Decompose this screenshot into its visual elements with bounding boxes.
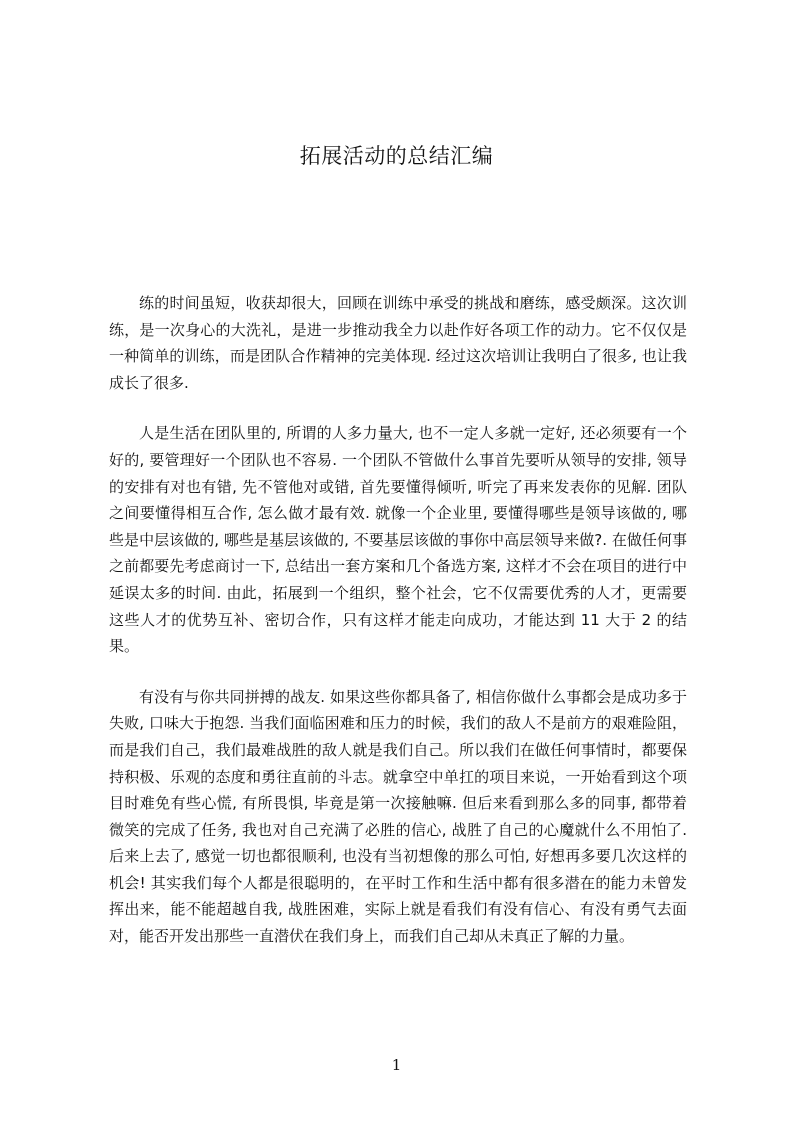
document-title: 拓展活动的总结汇编 — [299, 144, 494, 168]
paragraph-1: 练的时间虽短，收获却很大，回顾在训练中承受的挑战和磨练，感受颇深。这次训练，是一次身心的大洗礼，是进一步推动我全力以赴作好各项工作的动力。它不仅仅是一种简单的训练，而是团队合作精神的完美体现. 经过这次培训让我明白了很多, 也让我成长了很多. — [109, 294, 687, 392]
page-number: 1 — [391, 1056, 402, 1074]
paragraph-3: 有没有与你共同拼搏的战友. 如果这些你都具备了, 相信你做什么事都会是成功多于失败, 口味大于抱怨. 当我们面临困难和压力的时候，我们的敌人不是前方的艰难险阻，而是我们自己，我们最难战胜的敌人就是我们自己。所以我们在做任何事情时，都要保持积极、乐观的态度和勇往直前的斗志。就拿空中单扛的项目来说，一开始看到这个项目时难免有些心慌, 有所畏惧, 毕竟是第一次接触嘛. 但后来看到那么多的同事, 都带着微笑的完成了任务, 我也对自己充满了必胜的信心, 战胜了自己的心魔就什么不用怕了. 后来上去了, 感觉一切也都很顺利, 也没有当初想像的那么可怕, 好想再多要几次这样的机会! 其实我们每个人都是很聪明的，在平时工作和生活中都有很多潜在的能力未曾发挥出来，能不能超越自我, 战胜困难，实际上就是看我们有没有信心、有没有勇气去面对，能否开发出那些一直潜伏在我们身上，而我们自己却从未真正了解的力量。 — [109, 687, 687, 946]
document-body — [109, 290, 687, 974]
paragraph-2: 人是生活在团队里的, 所谓的人多力量大, 也不一定人多就一定好, 还必须要有一个好的, 要管理好一个团队也不容易. 一个团队不管做什么事首先要听从领导的安排, 领导的安排有对也有错, 先不管他对或错, 首先要懂得倾听, 听完了再来发表你的见解. 团队之间要懂得相互合作, 怎么做才最有效. 就像一个企业里, 要懂得哪些是领导该做的, 哪些是中层该做的, 哪些是基层该做的, 不要基层该做的事你中高层领导来做?. 在做任何事之前都要先考虑商讨一下, 总结出一套方案和几个备选方案, 这样才不会在项目的进行中延误太多的时间. 由此，拓展到一个组织，整个社会，它不仅需要优秀的人才，更需要这些人才的优势互补、密切合作，只有这样才能走向成功，才能达到 11 大于 2 的结果。 — [109, 424, 687, 656]
